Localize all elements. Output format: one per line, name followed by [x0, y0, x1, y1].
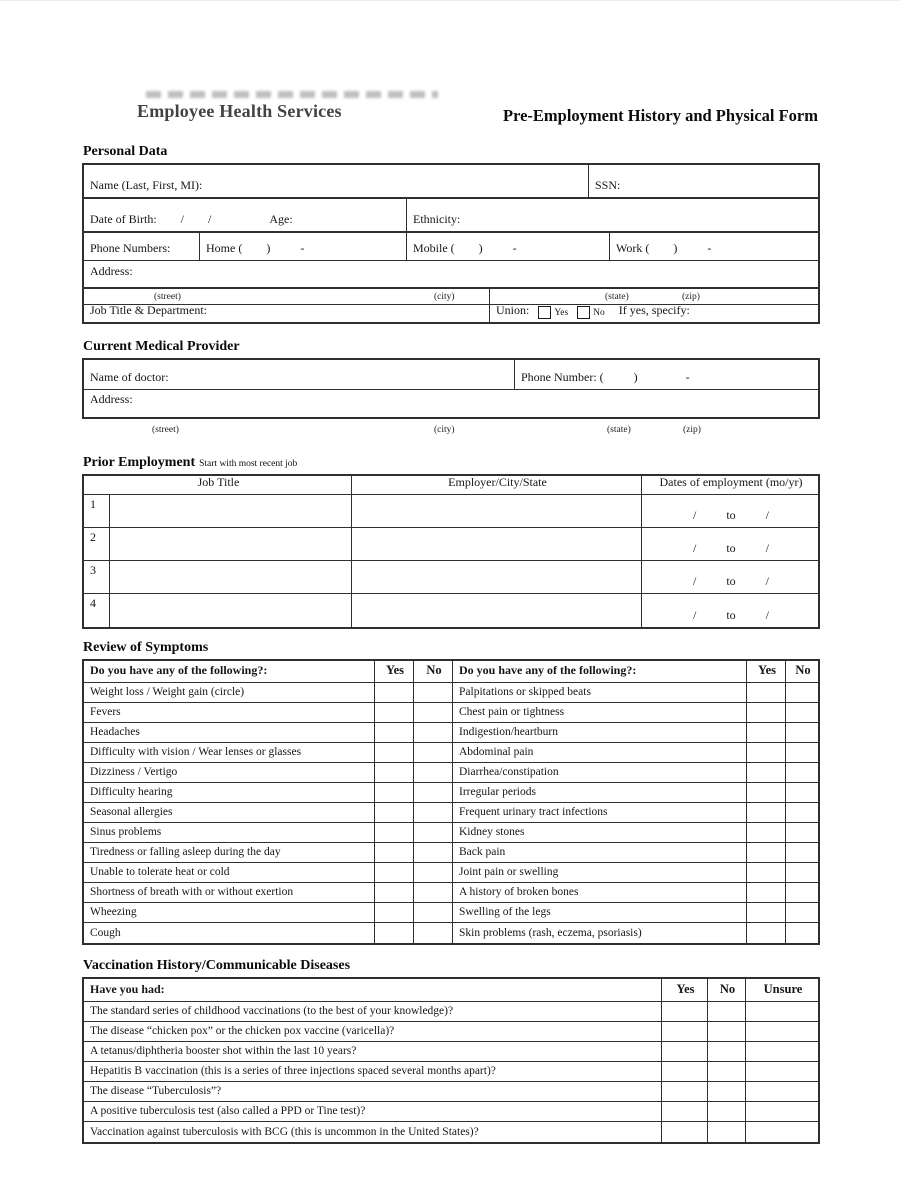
personal-data-table [82, 163, 820, 324]
vaccination-row [84, 1122, 818, 1142]
no-cell[interactable] [414, 843, 453, 862]
yes-cell[interactable] [662, 1102, 708, 1121]
yes-cell[interactable] [375, 823, 414, 842]
street-label: (street) [152, 425, 179, 435]
no-cell[interactable] [414, 763, 453, 782]
unsure-cell[interactable] [746, 1002, 818, 1021]
phone-numbers-label: Phone Numbers: [90, 241, 171, 255]
unsure-cell[interactable] [746, 1042, 818, 1061]
symptom-label-left: Cough [84, 923, 375, 943]
mobile-phone-label: Mobile ( ) - [413, 241, 517, 255]
city-label: (city) [434, 292, 455, 302]
yes-cell[interactable] [375, 763, 414, 782]
employment-row-4 [84, 594, 818, 627]
symptom-label-left: Shortness of breath with or without exertion [84, 883, 375, 902]
yes-cell[interactable] [662, 1082, 708, 1101]
col-header-job-title: Job Title [84, 476, 352, 494]
unsure-cell[interactable] [746, 1102, 818, 1121]
symptom-label-left: Sinus problems [84, 823, 375, 842]
row-doctor-phone [84, 360, 818, 390]
unsure-cell[interactable] [746, 1122, 818, 1142]
symptom-row [84, 723, 818, 743]
yes-cell[interactable] [662, 1022, 708, 1041]
job-title-field-cell[interactable] [84, 305, 490, 322]
no-cell[interactable] [708, 1082, 746, 1101]
no-cell[interactable] [786, 923, 818, 943]
symptom-label-left: Headaches [84, 723, 375, 742]
have-you-had-header: Have you had: [84, 979, 662, 1001]
symptoms-header-row [84, 661, 818, 683]
zip-label: (zip) [683, 425, 701, 435]
col-header-employer: Employer/City/State [352, 476, 642, 494]
symptom-row [84, 683, 818, 703]
date-slash: / [692, 608, 697, 622]
symptom-row [84, 863, 818, 883]
no-cell[interactable] [786, 863, 818, 882]
no-cell[interactable] [414, 803, 453, 822]
yes-cell[interactable] [662, 1042, 708, 1061]
employment-row-1 [84, 495, 818, 528]
section-heading-prior-employment [82, 455, 820, 474]
employer-input-cell[interactable] [352, 495, 642, 527]
union-specify-label: If yes, specify: [618, 303, 690, 317]
symptom-label-right: Abdominal pain [453, 743, 747, 762]
name-field-cell[interactable] [84, 165, 589, 197]
employer-input-cell[interactable] [352, 528, 642, 560]
work-phone-cell[interactable] [610, 233, 818, 260]
symptom-label-left: Difficulty with vision / Wear lenses or glasses [84, 743, 375, 762]
symptom-label-right: Diarrhea/constipation [453, 763, 747, 782]
yes-cell[interactable] [662, 1122, 708, 1142]
section-heading-medical-provider: Current Medical Provider [83, 339, 240, 354]
no-column-header: No [795, 663, 811, 677]
symptom-row [84, 703, 818, 723]
no-cell[interactable] [708, 1022, 746, 1041]
vaccination-question: Hepatitis B vaccination (this is a series of three injections spaced several months apart)? [84, 1062, 662, 1081]
yes-cell[interactable] [375, 803, 414, 822]
doctor-phone-label: Phone Number: ( ) - [521, 370, 690, 384]
symptom-row [84, 903, 818, 923]
vaccination-row [84, 1082, 818, 1102]
job-title-input-cell[interactable] [110, 594, 352, 627]
prior-employment-table [82, 474, 820, 629]
row-address [84, 261, 818, 289]
yes-cell[interactable] [747, 863, 786, 882]
no-cell[interactable] [786, 823, 818, 842]
symptom-row [84, 923, 818, 943]
form-content [82, 1, 820, 1144]
date-slash: / [765, 508, 770, 522]
no-cell[interactable] [786, 683, 818, 702]
symptoms-table [82, 659, 820, 945]
no-cell[interactable] [786, 763, 818, 782]
vaccination-header-row [84, 979, 818, 1002]
doctor-address-cell[interactable] [84, 390, 818, 417]
section-heading-personal-data: Personal Data [83, 144, 168, 159]
yes-column-header: Yes [747, 661, 786, 682]
union-no-checkbox[interactable] [577, 306, 590, 319]
union-yes-label: Yes [554, 308, 569, 318]
to-label: to [726, 574, 736, 588]
yes-cell[interactable] [375, 703, 414, 722]
row-job-union [84, 305, 818, 322]
ethnicity-label: Ethnicity: [413, 212, 461, 226]
no-cell[interactable] [708, 1102, 746, 1121]
row-number-cell: 3 [84, 561, 110, 593]
dates-input-cell[interactable] [642, 528, 818, 560]
prior-employment-subtitle: Start with most recent job [199, 459, 298, 469]
symptom-label-left: Difficulty hearing [84, 783, 375, 802]
yes-cell[interactable] [747, 903, 786, 922]
unsure-cell[interactable] [746, 1082, 818, 1101]
medical-address-sublabels [82, 420, 820, 437]
phone-numbers-label-cell [84, 233, 200, 260]
symptom-label-right: Skin problems (rash, eczema, psoriasis) [453, 923, 747, 943]
symptom-label-right: A history of broken bones [453, 883, 747, 902]
no-cell[interactable] [414, 743, 453, 762]
col-header-dates: Dates of employment (mo/yr) [659, 475, 803, 489]
to-label: to [726, 508, 736, 522]
section-heading-vaccination: Vaccination History/Communicable Diseases [83, 958, 351, 973]
no-cell[interactable] [708, 1062, 746, 1081]
city-label: (city) [434, 425, 455, 435]
employment-header-row [84, 476, 818, 495]
symptom-label-left: Fevers [84, 703, 375, 722]
yes-cell[interactable] [375, 863, 414, 882]
yes-column-header: Yes [375, 661, 414, 682]
symptom-row [84, 823, 818, 843]
address-field-cell[interactable] [84, 261, 818, 287]
employment-row-3 [84, 561, 818, 594]
yes-cell[interactable] [375, 743, 414, 762]
name-label: Name (Last, First, MI): [90, 178, 203, 192]
vaccination-question: The standard series of childhood vaccinations (to the best of your knowledge)? [84, 1002, 662, 1021]
row-phone-numbers [84, 233, 818, 261]
to-label: to [726, 541, 736, 555]
address-label: Address: [90, 264, 133, 278]
symptom-label-right: Indigestion/heartburn [453, 723, 747, 742]
age-label: Age: [269, 212, 293, 226]
yes-cell[interactable] [375, 903, 414, 922]
vaccination-question: The disease “chicken pox” or the chicken pox vaccine (varicella)? [84, 1022, 662, 1041]
doctor-phone-cell[interactable] [515, 360, 818, 389]
no-cell[interactable] [786, 843, 818, 862]
dates-input-cell[interactable] [642, 495, 818, 527]
vaccination-row [84, 1022, 818, 1042]
yes-cell[interactable] [747, 703, 786, 722]
state-label: (state) [607, 425, 631, 435]
symptom-label-left: Weight loss / Weight gain (circle) [84, 683, 375, 702]
job-title-input-cell[interactable] [110, 561, 352, 593]
unsure-cell[interactable] [746, 1062, 818, 1081]
vaccination-row [84, 1002, 818, 1022]
dates-input-cell[interactable] [642, 594, 818, 627]
page-title: Pre-Employment History and Physical Form [503, 106, 818, 125]
no-cell[interactable] [414, 923, 453, 943]
doctor-address-label: Address: [90, 392, 133, 406]
no-cell[interactable] [708, 1042, 746, 1061]
street-label: (street) [154, 292, 181, 302]
row-name-ssn [84, 165, 818, 199]
yes-cell[interactable] [747, 783, 786, 802]
dob-field-cell[interactable] [84, 199, 407, 231]
vaccination-row [84, 1042, 818, 1062]
date-slash: / [765, 541, 770, 555]
symptom-label-right: Palpitations or skipped beats [453, 683, 747, 702]
street-city-labels-cell [84, 289, 490, 304]
home-phone-cell[interactable] [200, 233, 407, 260]
row-number-cell: 4 [84, 594, 110, 627]
yes-cell[interactable] [747, 763, 786, 782]
yes-cell[interactable] [747, 683, 786, 702]
symptom-label-right: Swelling of the legs [453, 903, 747, 922]
no-cell[interactable] [786, 703, 818, 722]
employer-input-cell[interactable] [352, 561, 642, 593]
no-cell[interactable] [786, 803, 818, 822]
date-slash: / [765, 608, 770, 622]
yes-cell[interactable] [375, 683, 414, 702]
mobile-phone-cell[interactable] [407, 233, 610, 260]
yes-column-header: Yes [662, 979, 708, 1001]
symptoms-question-header-right: Do you have any of the following?: [453, 661, 747, 682]
yes-cell[interactable] [747, 743, 786, 762]
to-label: to [726, 608, 736, 622]
org-name: Employee Health Services [137, 101, 342, 121]
home-phone-label: Home ( ) - [206, 241, 305, 255]
vaccination-question: The disease “Tuberculosis”? [84, 1082, 662, 1101]
yes-cell[interactable] [375, 723, 414, 742]
no-cell[interactable] [786, 783, 818, 802]
yes-cell[interactable] [662, 1062, 708, 1081]
job-title-label: Job Title & Department: [90, 303, 207, 317]
symptom-row [84, 783, 818, 803]
symptom-label-left: Dizziness / Vertigo [84, 763, 375, 782]
state-label: (state) [605, 292, 629, 302]
yes-cell[interactable] [375, 783, 414, 802]
no-cell[interactable] [786, 723, 818, 742]
yes-cell[interactable] [662, 1002, 708, 1021]
dob-label: Date of Birth: [90, 212, 157, 226]
no-cell[interactable] [414, 823, 453, 842]
date-slash: / [692, 574, 697, 588]
medical-provider-table [82, 358, 820, 419]
job-title-input-cell[interactable] [110, 528, 352, 560]
ethnicity-field-cell[interactable] [407, 199, 818, 231]
symptom-row [84, 803, 818, 823]
symptom-label-right: Kidney stones [453, 823, 747, 842]
symptom-label-left: Seasonal allergies [84, 803, 375, 822]
date-slash: / [692, 541, 697, 555]
union-yes-checkbox[interactable] [538, 306, 551, 319]
union-no-label: No [593, 308, 605, 318]
symptom-row [84, 763, 818, 783]
vaccination-row [84, 1062, 818, 1082]
symptom-label-right: Irregular periods [453, 783, 747, 802]
union-label: Union: [496, 303, 530, 317]
dates-input-cell[interactable] [642, 561, 818, 593]
yes-cell[interactable] [747, 723, 786, 742]
symptom-label-left: Tiredness or falling asleep during the day [84, 843, 375, 862]
no-cell[interactable] [414, 903, 453, 922]
no-cell[interactable] [786, 743, 818, 762]
no-cell[interactable] [414, 783, 453, 802]
symptom-label-right: Joint pain or swelling [453, 863, 747, 882]
vaccination-question: A positive tuberculosis test (also called a PPD or Tine test)? [84, 1102, 662, 1121]
yes-cell[interactable] [375, 923, 414, 943]
yes-cell[interactable] [747, 923, 786, 943]
no-cell[interactable] [414, 703, 453, 722]
symptom-label-right: Chest pain or tightness [453, 703, 747, 722]
yes-cell[interactable] [375, 883, 414, 902]
prior-employment-title: Prior Employment [83, 455, 196, 470]
unsure-cell[interactable] [746, 1022, 818, 1041]
employment-row-2 [84, 528, 818, 561]
yes-cell[interactable] [747, 823, 786, 842]
row-number-cell: 2 [84, 528, 110, 560]
symptom-label-right: Frequent urinary tract infections [453, 803, 747, 822]
dob-slash-2: / [208, 212, 212, 226]
zip-label: (zip) [682, 292, 700, 302]
dob-slash-1: / [180, 212, 184, 226]
no-cell[interactable] [414, 863, 453, 882]
symptom-row [84, 883, 818, 903]
ssn-label: SSN: [595, 178, 621, 192]
yes-cell[interactable] [375, 843, 414, 862]
symptom-label-left: Wheezing [84, 903, 375, 922]
job-title-input-cell[interactable] [110, 495, 352, 527]
no-column-header: No [414, 661, 453, 682]
work-phone-label: Work ( ) - [616, 241, 712, 255]
employer-input-cell[interactable] [352, 594, 642, 627]
symptom-row [84, 843, 818, 863]
vaccination-table [82, 977, 820, 1144]
vaccination-row [84, 1102, 818, 1122]
union-field-cell [490, 305, 818, 322]
row-dob-ethnicity [84, 199, 818, 233]
symptoms-question-header-left: Do you have any of the following?: [84, 661, 375, 682]
doctor-name-label: Name of doctor: [90, 370, 169, 384]
vaccination-question: A tetanus/diphtheria booster shot within the last 10 years? [84, 1042, 662, 1061]
no-cell[interactable] [786, 903, 818, 922]
date-slash: / [692, 508, 697, 522]
no-cell[interactable] [414, 883, 453, 902]
no-cell[interactable] [708, 1002, 746, 1021]
yes-cell[interactable] [747, 883, 786, 902]
date-slash: / [765, 574, 770, 588]
symptom-label-left: Unable to tolerate heat or cold [84, 863, 375, 882]
row-doctor-address [84, 390, 818, 417]
vaccination-question: Vaccination against tuberculosis with BCG (this is uncommon in the United States)? [84, 1122, 662, 1142]
no-cell[interactable] [414, 683, 453, 702]
section-heading-review-symptoms: Review of Symptoms [83, 640, 209, 655]
unsure-column-header: Unsure [763, 982, 803, 996]
no-cell[interactable] [414, 723, 453, 742]
row-number-cell: 1 [84, 495, 110, 527]
state-zip-labels-cell [490, 289, 818, 304]
yes-cell[interactable] [747, 843, 786, 862]
yes-cell[interactable] [747, 803, 786, 822]
redacted-org-line [146, 91, 438, 98]
no-cell[interactable] [786, 883, 818, 902]
form-header [82, 1, 820, 144]
symptom-label-right: Back pain [453, 843, 747, 862]
no-column-header: No [708, 979, 746, 1001]
no-cell[interactable] [708, 1122, 746, 1142]
doctor-field-cell[interactable] [84, 360, 515, 389]
symptom-row [84, 743, 818, 763]
ssn-field-cell[interactable] [589, 165, 818, 197]
